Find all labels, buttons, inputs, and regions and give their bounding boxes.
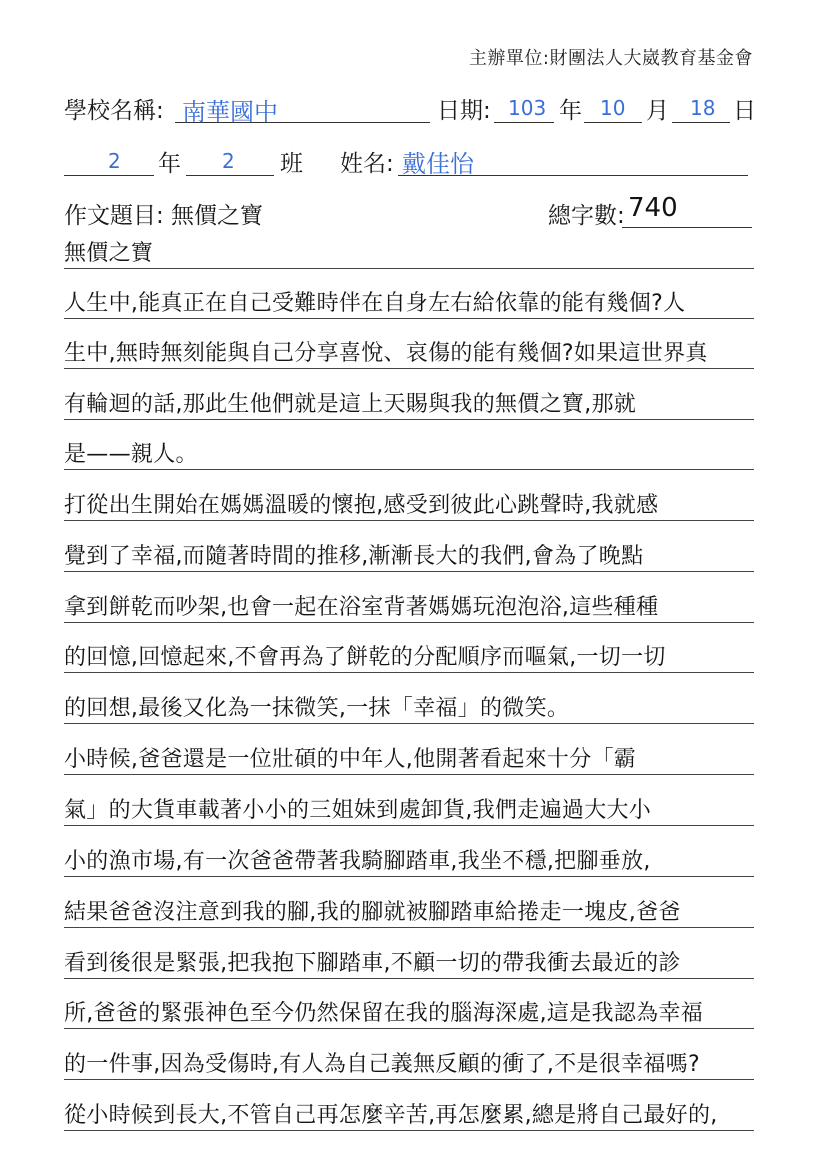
essay-line: 拿到餅乾而吵架,也會一起在浴室背著媽媽玩泡泡浴,這些種種 [64,595,659,620]
class-value: 2 [222,149,235,173]
school-value: 南華國中 [182,98,278,126]
organizer-text: 主辦單位:財團法人大崴教育基金會 [468,48,753,69]
year-label: 年 [559,98,582,124]
date-label: 日期: [437,98,491,124]
day-value: 18 [690,96,716,120]
essay-line: 生中,無時無刻能與自己分享喜悅、哀傷的能有幾個?如果這世界真 [64,341,708,366]
essay-line: 人生中,能真正在自己受難時伴在自身左右給依靠的能有幾個?人 [64,291,686,316]
month-value: 10 [600,96,626,120]
essay-line: 氣」的大貨車載著小小的三姐妹到處卸貨,我們走遍過大大小 [64,798,652,823]
name-label: 姓名: [340,151,394,177]
essay-line: 看到後很是緊張,把我抱下腳踏車,不顧一切的帶我衝去最近的診 [64,951,681,976]
essay-title: 無價之寶 [64,241,154,266]
essay-line: 小時候,爸爸還是一位壯碩的中年人,他開著看起來十分「霸 [64,747,637,772]
wordcount-value: 740 [628,193,678,223]
essay-line: 所,爸爸的緊張神色至今仍然保留在我的腦海深處,這是我認為幸福 [64,1001,703,1026]
year-value: 103 [508,96,547,120]
essay-line: 結果爸爸沒注意到我的腳,我的腳就被腳踏車給捲走一塊皮,爸爸 [64,900,681,925]
class-label: 班 [280,151,303,177]
wordcount-label: 總字數: [548,203,625,229]
essay-line: 的回憶,回憶起來,不會再為了餅乾的分配順序而嘔氣,一切一切 [64,645,666,670]
topic-label: 作文題目: 無價之寶 [64,203,264,229]
essay-line: 的回想,最後又化為一抹微笑,一抹「幸福」的微笑。 [64,696,570,721]
essay-line: 的一件事,因為受傷時,有人為自己義無反顧的衝了,不是很幸福嗎? [64,1052,700,1077]
month-label: 月 [646,98,669,124]
essay-line: 小的漁市場,有一次爸爸帶著我騎腳踏車,我坐不穩,把腳垂放, [64,849,651,874]
grade-label: 年 [158,151,181,177]
essay-line: 打從出生開始在媽媽溫暖的懷抱,感受到彼此心跳聲時,我就感 [64,493,659,518]
grade-value: 2 [108,149,121,173]
school-label: 學校名稱: [64,98,164,124]
name-value: 戴佳怡 [402,150,474,178]
essay-line: 是——親人。 [64,442,198,467]
essay-line: 有輪迴的話,那此生他們就是這上天賜與我的無價之寶,那就 [64,392,637,417]
day-label: 日 [733,98,756,124]
essay-line: 覺到了幸福,而隨著時間的推移,漸漸長大的我們,會為了晚點 [64,544,644,569]
essay-line: 從小時候到長大,不管自己再怎麼辛苦,再怎麼累,總是將自己最好的, [64,1103,718,1128]
